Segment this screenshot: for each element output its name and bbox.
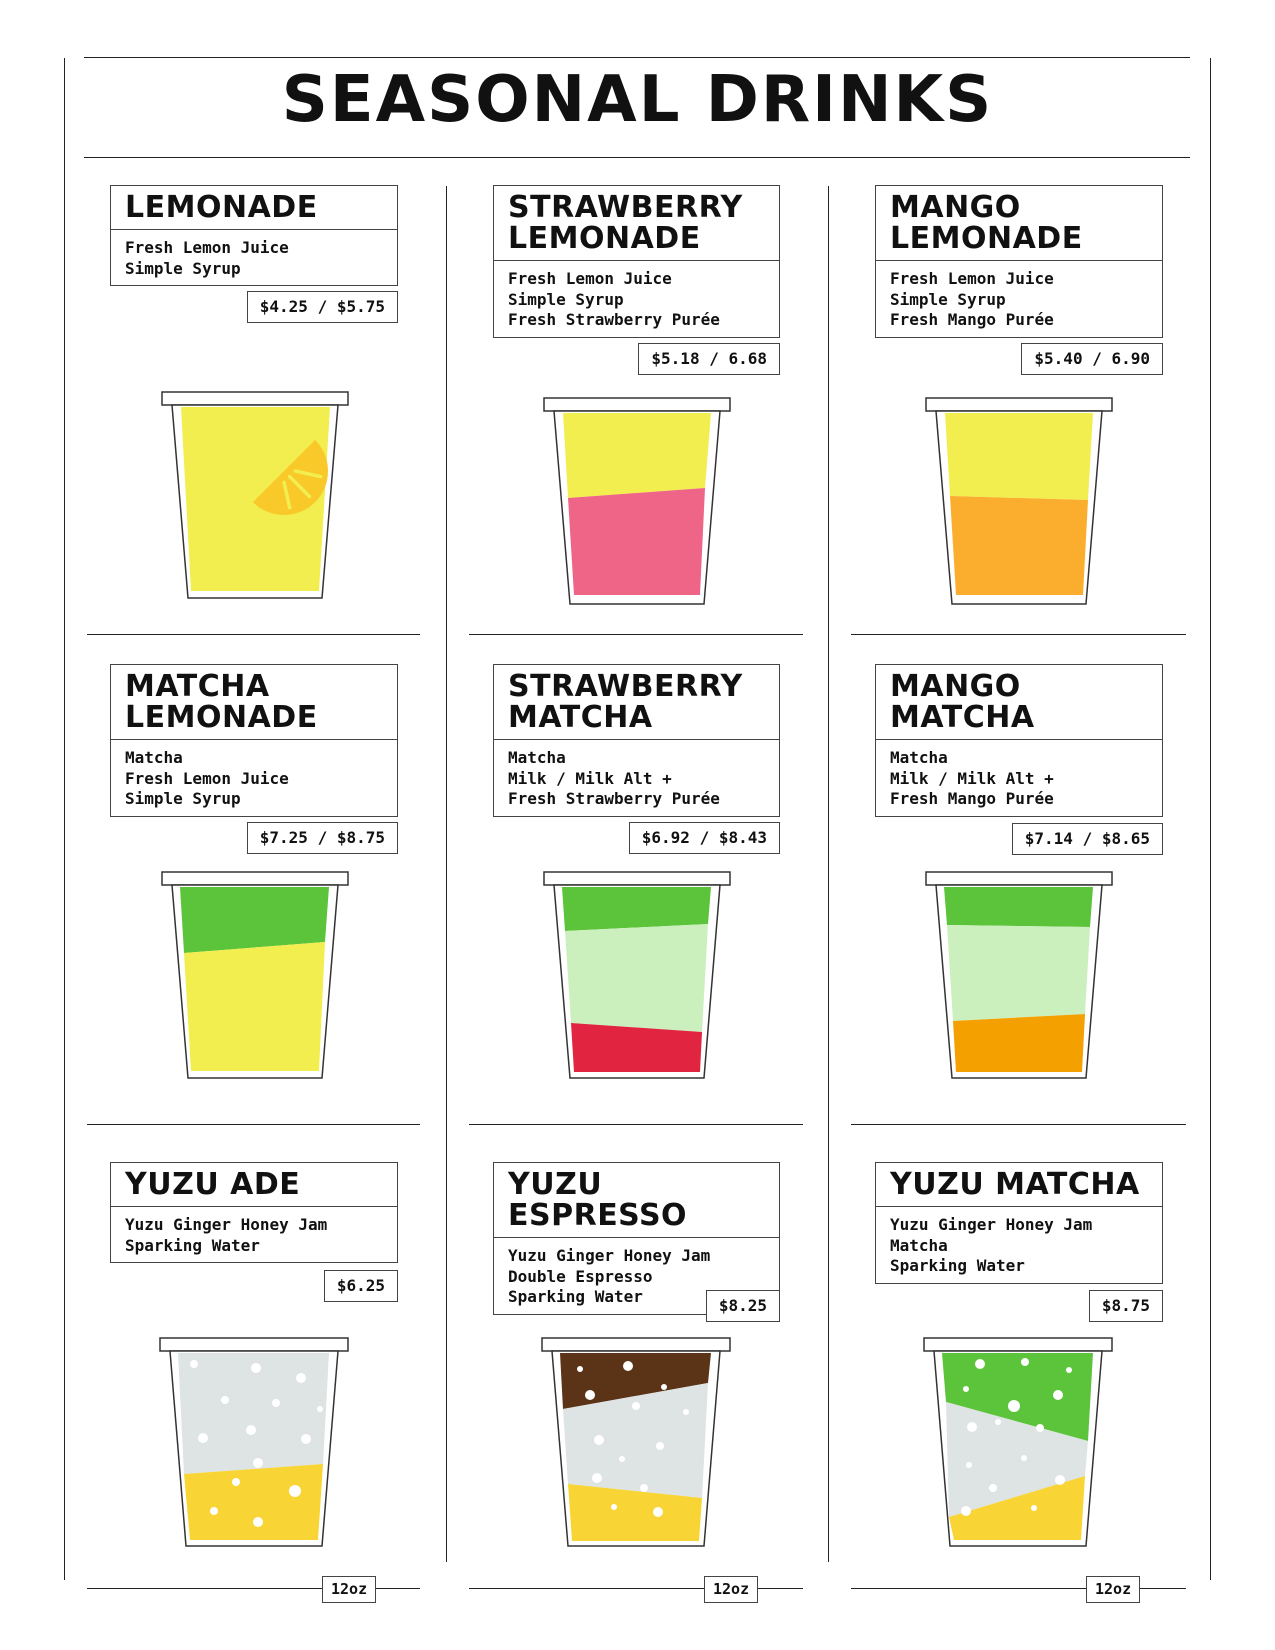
ingredient: Fresh Mango Purée	[890, 789, 1054, 808]
price-tag: $6.25	[324, 1270, 398, 1302]
drink-name: YUZU MATCHA	[876, 1163, 1162, 1207]
milk-layer	[565, 924, 708, 1032]
price-tag: $6.92 / $8.43	[629, 822, 780, 854]
row-divider	[851, 1124, 1186, 1125]
ingredient: Simple Syrup	[890, 289, 1006, 309]
milk-layer	[947, 925, 1090, 1021]
lemonade-cup-icon	[160, 390, 350, 604]
price-tag: $5.40 / 6.90	[1021, 343, 1163, 375]
size-tag: 12oz	[1086, 1576, 1140, 1603]
ingredient-list	[111, 230, 397, 285]
drink-card-strawberry-matcha	[493, 664, 780, 817]
drink-name: MANGO LEMONADE	[876, 186, 1162, 261]
drink-card-mango-lemonade	[875, 185, 1163, 338]
ingredient: Matcha	[890, 1235, 948, 1255]
drink-name: STRAWBERRY LEMONADE	[494, 186, 779, 261]
ingredient-list	[876, 261, 1162, 337]
drink-name: MATCHA LEMONADE	[111, 665, 397, 740]
ingredient: Fresh Lemon Juice	[125, 238, 289, 257]
ingredient-list	[111, 740, 397, 816]
ingredient: Sparking Water	[890, 1256, 1025, 1275]
ingredient: Yuzu Ginger Honey Jam	[125, 1215, 328, 1234]
size-tag: 12oz	[704, 1576, 758, 1603]
title-top-rule	[84, 57, 1190, 58]
lemon-layer	[563, 413, 711, 498]
ingredient: Milk / Milk Alt +	[890, 768, 1054, 788]
ingredient: Simple Syrup	[125, 258, 241, 278]
left-border	[64, 58, 65, 1580]
yuzu-ade-cup-icon	[158, 1336, 350, 1552]
ingredient-list	[876, 1207, 1162, 1283]
drink-card-yuzu-ade	[110, 1162, 398, 1263]
mango-layer	[950, 496, 1088, 595]
drink-card-strawberry-lemonade	[493, 185, 780, 338]
ingredient: Fresh Mango Purée	[890, 310, 1054, 329]
ingredient: Simple Syrup	[508, 289, 624, 309]
yuzu-matcha-cup-icon	[922, 1336, 1114, 1552]
drink-card-yuzu-matcha	[875, 1162, 1163, 1284]
matcha-layer	[562, 887, 711, 931]
yuzu-espresso-cup-icon	[540, 1336, 732, 1552]
drink-name: LEMONADE	[111, 186, 397, 230]
drink-name: MANGO MATCHA	[876, 665, 1162, 740]
mango-lemonade-cup-icon	[924, 396, 1114, 610]
ingredient: Simple Syrup	[125, 789, 241, 808]
drink-card-matcha-lemonade	[110, 664, 398, 817]
price-tag: $8.25	[706, 1290, 780, 1322]
matcha-layer	[944, 887, 1093, 927]
mango-puree-layer	[953, 1014, 1085, 1072]
ingredient: Matcha	[125, 748, 183, 767]
strawberry-lemonade-cup-icon	[542, 396, 732, 610]
page-title: SEASONAL DRINKS	[281, 63, 994, 137]
drink-card-lemonade	[110, 185, 398, 286]
drink-name: YUZU ESPRESSO	[494, 1163, 779, 1238]
price-tag: $5.18 / 6.68	[638, 343, 780, 375]
right-border	[1210, 58, 1211, 1580]
drink-name: STRAWBERRY MATCHA	[494, 665, 779, 740]
ingredient: Fresh Strawberry Purée	[508, 310, 720, 329]
price-tag: $7.25 / $8.75	[247, 822, 398, 854]
ingredient: Fresh Strawberry Purée	[508, 789, 720, 808]
ingredient: Double Espresso	[508, 1266, 653, 1286]
yuzu-layer	[184, 1464, 323, 1540]
ingredient: Fresh Lemon Juice	[890, 269, 1054, 288]
column-divider-1	[446, 186, 447, 1562]
ingredient: Matcha	[508, 748, 566, 767]
ingredient: Fresh Lemon Juice	[125, 768, 289, 788]
price-tag: $7.14 / $8.65	[1012, 823, 1163, 855]
drink-card-mango-matcha	[875, 664, 1163, 817]
ingredient-list	[111, 1207, 397, 1262]
ingredient-list	[494, 740, 779, 816]
ingredient-list	[876, 740, 1162, 816]
row-divider	[851, 634, 1186, 635]
ingredient: Yuzu Ginger Honey Jam	[890, 1215, 1093, 1234]
price-tag: $8.75	[1089, 1290, 1163, 1322]
matcha-lemonade-cup-icon	[160, 870, 350, 1084]
ingredient: Matcha	[890, 748, 948, 767]
ingredient: Sparking Water	[508, 1287, 643, 1306]
ingredient: Sparking Water	[125, 1235, 260, 1255]
size-tag: 12oz	[322, 1576, 376, 1603]
row-divider	[87, 1124, 420, 1125]
price-tag: $4.25 / $5.75	[247, 291, 398, 323]
lemon-layer	[945, 413, 1093, 500]
row-divider	[87, 634, 420, 635]
row-divider	[469, 1124, 803, 1125]
title-bottom-rule	[84, 157, 1190, 158]
matcha-layer	[180, 887, 329, 953]
mango-matcha-cup-icon	[924, 870, 1114, 1084]
row-divider	[469, 634, 803, 635]
strawberry-matcha-cup-icon	[542, 870, 732, 1084]
ingredient: Fresh Lemon Juice	[508, 269, 672, 288]
lemon-layer	[184, 942, 325, 1071]
drink-name: YUZU ADE	[111, 1163, 397, 1207]
strawberry-layer	[568, 488, 705, 595]
ingredient: Milk / Milk Alt +	[508, 768, 672, 788]
column-divider-2	[828, 186, 829, 1562]
ingredient: Yuzu Ginger Honey Jam	[508, 1246, 711, 1265]
ingredient-list	[494, 261, 779, 337]
